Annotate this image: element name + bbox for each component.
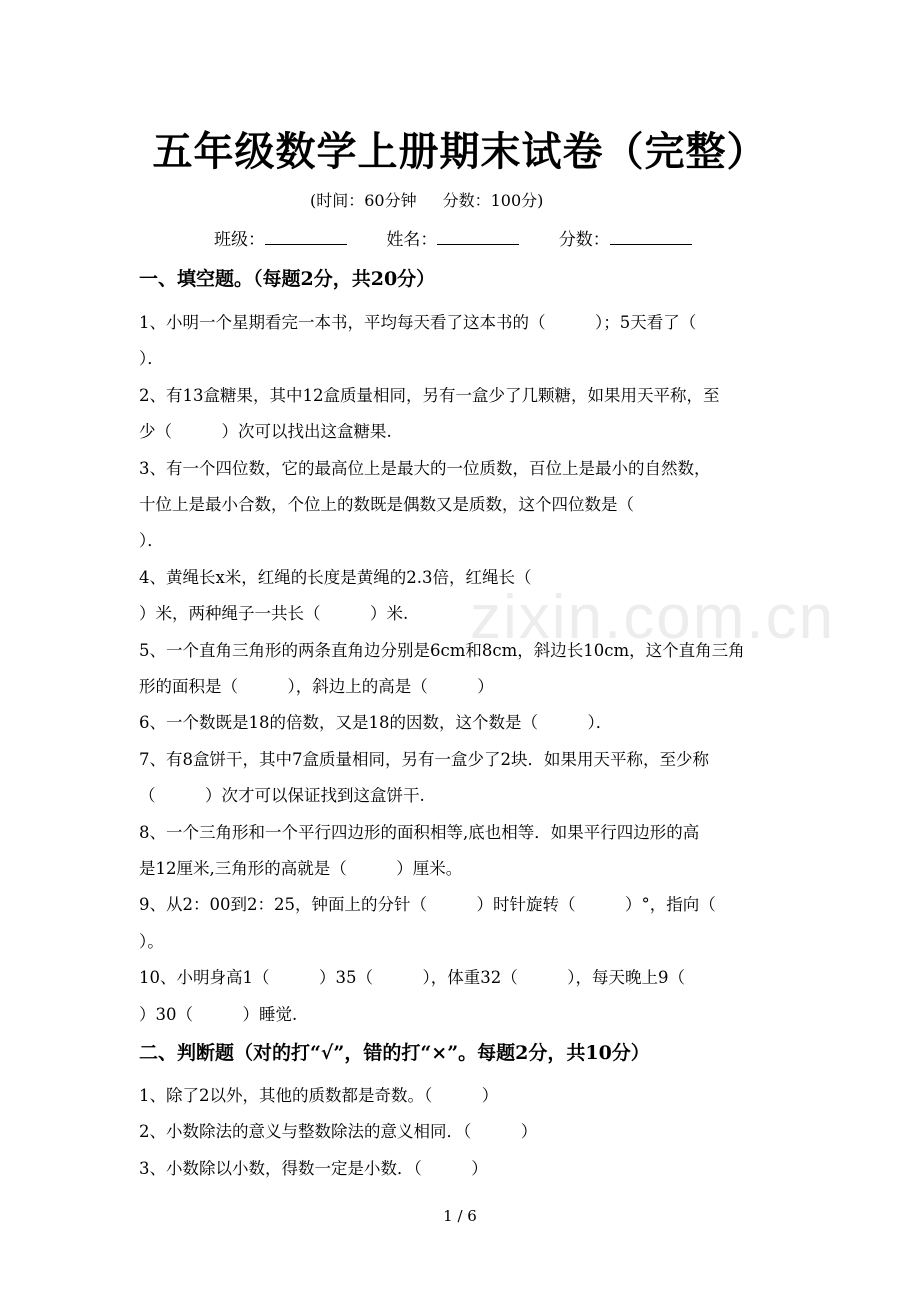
question-line: 10、小明身高1（ ）35（ ），体重32（ ），每天晚上9（: [139, 968, 685, 988]
name-blank[interactable]: [437, 226, 519, 245]
page-number: 1 / 6: [443, 1207, 477, 1225]
exam-time: (时间：60分钟: [310, 191, 417, 210]
question-line: ）．: [139, 531, 164, 551]
class-blank[interactable]: [265, 226, 347, 245]
question-line: 少（ ）次可以找出这盒糖果.: [139, 422, 392, 442]
section-heading-fill-in: 一、填空题。（每题2分，共20分）: [139, 268, 436, 290]
question-line: 4、黄绳长x米，红绳的长度是黄绳的2.3倍，红绳长（: [139, 567, 532, 587]
exam-info: [310, 190, 543, 212]
question-line: 1、小明一个星期看完一本书，平均每天看了这本书的（ ）；5天看了（: [139, 313, 697, 332]
student-info-row: [214, 226, 692, 253]
score-label: 分数：: [558, 230, 610, 250]
question-line: ）米，两种绳子一共长（ ）米.: [139, 604, 409, 624]
question-line: 6、一个数既是18的倍数，又是18的因数，这个数是（ ）．: [139, 713, 613, 733]
question-line: 是12厘米,三角形的高就是（ ）厘米。: [139, 859, 463, 878]
question-line: 2、小数除法的意义与整数除法的意义相同．（ ）: [139, 1122, 538, 1142]
score-blank[interactable]: [610, 226, 692, 245]
question-line: （ ）次才可以保证找到这盒饼干.: [139, 786, 425, 806]
question-line: 2、有13盒糖果，其中12盒质量相同，另有一盒少了几颗糖，如果用天平称，至: [139, 385, 720, 405]
question-line: 7、有8盒饼干，其中7盒质量相同，另有一盒少了2块．如果用天平称，至少称: [139, 749, 709, 769]
question-line: 5、一个直角三角形的两条直角边分别是6cm和8cm，斜边长10cm，这个直角三角: [139, 640, 745, 660]
question-line: ）．: [139, 349, 164, 369]
section-heading-true-false: 二、判断题（对的打“√”，错的打“×”。每题2分，共10分）: [139, 1042, 650, 1064]
name-label: 姓名：: [386, 230, 438, 250]
question-line: 8、一个三角形和一个平行四边形的面积相等,底也相等．如果平行四边形的高: [139, 822, 700, 842]
question-line: 9、从2：00到2：25，钟面上的分针（ ）时针旋转（ ）°，指向（: [139, 895, 716, 915]
question-line: 1、除了2以外，其他的质数都是奇数。（ ）: [139, 1086, 499, 1105]
exam-total-score: 分数：100分): [442, 191, 544, 210]
watermark-text: zixin.com.cn: [470, 583, 836, 652]
page-title: 五年级数学上册期末试卷（完整）: [152, 128, 768, 175]
question-line: 形的面积是（ ），斜边上的高是（ ）: [139, 677, 494, 696]
question-line: ）30（ ）睡觉.: [139, 1004, 298, 1024]
class-label: 班级：: [214, 230, 265, 250]
question-line: ）。: [139, 931, 164, 951]
question-line: 十位上是最小合数，个位上的数既是偶数又是质数，这个四位数是（: [139, 495, 634, 514]
question-line: 3、有一个四位数，它的最高位上是最大的一位质数，百位上是最小的自然数，: [139, 458, 711, 478]
question-line: 3、小数除以小数，得数一定是小数．（ ）: [139, 1158, 488, 1178]
